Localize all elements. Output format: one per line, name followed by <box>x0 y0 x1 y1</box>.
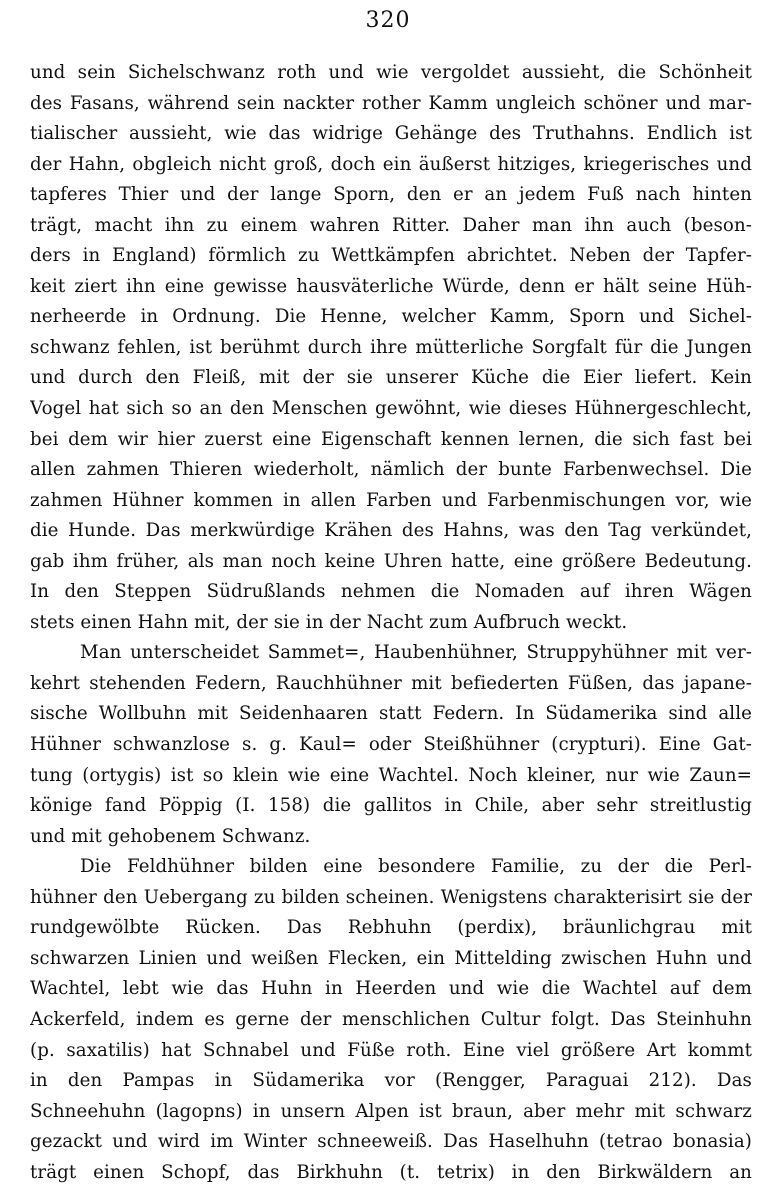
text-line: zahmen Hühner kommen in allen Farben und Farbenmischungen vor, wie <box>30 489 752 511</box>
text-line: trägt, macht ihn zu einem wahren Ritter. Daher man ihn auch (beson- <box>30 214 752 236</box>
text-line: Man unterscheidet Sammet=, Haubenhühner, Struppyhühner mit ver- <box>80 642 752 664</box>
text-line: könige fand Pöppig (I. 158) die gallitos in Chile, aber sehr streitlustig <box>30 795 752 817</box>
text-line: trägt einen Schopf, das Birkhuhn (t. tetrix) in den Birkwäldern an <box>30 1161 752 1183</box>
text-line: tung (ortygis) ist so klein wie eine Wachtel. Noch kleiner, nur wie Zaun= <box>30 764 752 786</box>
text-line: der Hahn, obgleich nicht groß, doch ein äußerst hitziges, kriegerisches und <box>30 153 752 175</box>
text-line: In den Steppen Südrußlands nehmen die Nomaden auf ihren Wägen <box>30 581 752 603</box>
text-line: keit ziert ihn eine gewisse hausväterliche Würde, denn er hält seine Hüh- <box>30 275 752 297</box>
text-line: stets einen Hahn mit, der sie in der Nacht zum Aufbruch weckt. <box>30 611 628 633</box>
text-line: bei dem wir hier zuerst eine Eigenschaft kennen lernen, die sich fast bei <box>30 428 752 450</box>
text-line: kehrt stehenden Federn, Rauchhühner mit befiederten Füßen, das japane- <box>30 672 752 694</box>
text-line: Die Feldhühner bilden eine besondere Familie, zu der die Perl- <box>80 856 752 878</box>
text-line: (p. saxatilis) hat Schnabel und Füße roth. Eine viel größere Art kommt <box>30 1039 752 1061</box>
text-line: Schneehuhn (lagopns) in unsern Alpen ist braun, aber mehr mit schwarz <box>30 1100 752 1122</box>
text-line: Vogel hat sich so an den Menschen gewöhnt, wie dieses Hühnergeschlecht, <box>30 398 752 420</box>
text-line: Hühner schwanzlose s. g. Kaul= oder Steißhühner (crypturi). Eine Gat- <box>30 734 752 756</box>
text-line: hühner den Uebergang zu bilden scheinen. Wenigstens charakterisirt sie der <box>30 886 752 908</box>
text-line: Ackerfeld, indem es gerne der menschlichen Cultur folgt. Das Steinhuhn <box>30 1008 752 1030</box>
text-line: und mit gehobenem Schwanz. <box>30 825 311 847</box>
text-line: tapferes Thier und der lange Sporn, den er an jedem Fuß nach hinten <box>30 184 752 206</box>
text-line: und sein Sichelschwanz roth und wie vergoldet aussieht, die Schönheit <box>30 62 752 83</box>
text-line: die Hunde. Das merkwürdige Krähen des Hahns, was den Tag verkündet, <box>30 520 752 542</box>
text-line: schwarzen Linien und weißen Flecken, ein Mittelding zwischen Huhn und <box>30 947 752 969</box>
paragraph <box>30 58 752 638</box>
text-line: schwanz fehlen, ist berühmt durch ihre mütterliche Sorgfalt für die Jungen <box>30 336 752 358</box>
text-line: allen zahmen Thieren wiederholt, nämlich der bunte Farbenwechsel. Die <box>30 459 752 481</box>
text-line: und durch den Fleiß, mit der sie unserer Küche die Eier liefert. Kein <box>30 367 752 389</box>
text-line: gab ihm früher, als man noch keine Uhren hatte, eine größere Bedeutung. <box>30 550 752 572</box>
text-line: gezackt und wird im Winter schneeweiß. Das Haselhuhn (tetrao bonasia) <box>30 1131 752 1153</box>
text-line: sische Wollbuhn mit Seidenhaaren statt Federn. In Südamerika sind alle <box>30 703 752 725</box>
text-line: Wachtel, lebt wie das Huhn in Heerden und wie die Wachtel auf dem <box>30 978 752 1000</box>
page-number: 320 <box>365 8 411 33</box>
body-text <box>30 58 752 1188</box>
text-line: tialischer aussieht, wie das widrige Gehänge des Truthahns. Endlich ist <box>30 123 752 145</box>
paragraph <box>30 638 752 852</box>
text-line: rundgewölbte Rücken. Das Rebhuhn (perdix), bräunlichgrau mit <box>30 917 752 939</box>
paragraph <box>30 852 752 1188</box>
text-line: in den Pampas in Südamerika vor (Rengger, Paraguai 212). Das <box>30 1070 752 1092</box>
text-line: nerheerde in Ordnung. Die Henne, welcher Kamm, Sporn und Sichel- <box>30 306 752 328</box>
text-line: des Fasans, während sein nackter rother Kamm ungleich schöner und mar- <box>30 92 752 114</box>
text-line: ders in England) förmlich zu Wettkämpfen abrichtet. Neben der Tapfer- <box>30 245 752 267</box>
